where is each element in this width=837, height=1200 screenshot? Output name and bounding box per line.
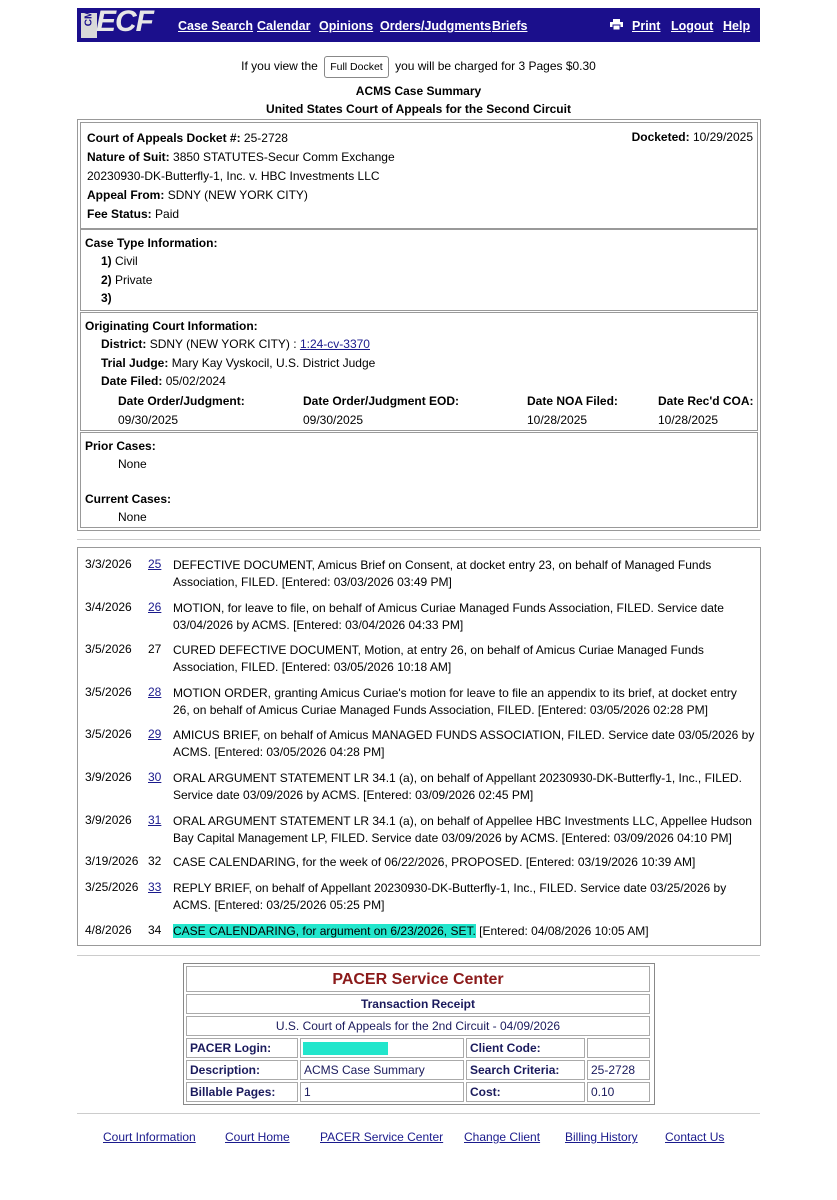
current-cases-heading-text: Current Cases: bbox=[85, 492, 172, 506]
district-value: SDNY (NEW YORK CITY) : bbox=[149, 337, 297, 351]
redaction-block bbox=[303, 1042, 388, 1055]
case-caption: 20230930-DK-Butterfly-1, Inc. v. HBC Investments LLC bbox=[87, 169, 380, 183]
nav-opinions[interactable]: Opinions bbox=[319, 19, 374, 33]
client-code-label: Client Code: bbox=[466, 1038, 585, 1058]
entry-date: 3/4/2026 bbox=[85, 600, 132, 614]
entry-date: 3/5/2026 bbox=[85, 727, 132, 741]
district-label: District: bbox=[101, 337, 147, 351]
docket-number-line bbox=[87, 131, 288, 145]
date-col-label: Date Order/Judgment: bbox=[118, 394, 245, 408]
highlighted-entry-text: CASE CALENDARING, for argument on 6/23/2026, SET. bbox=[173, 924, 476, 938]
case-summary-panel bbox=[77, 119, 761, 531]
footer-court-home[interactable]: Court Home bbox=[225, 1130, 290, 1144]
full-docket-button[interactable]: Full Docket bbox=[324, 56, 389, 78]
entry-text: CASE CALENDARING, for the week of 06/22/2026, PROPOSED. [Entered: 03/19/2026 10:39 AM] bbox=[173, 855, 696, 869]
entry-number-link[interactable]: 33 bbox=[148, 880, 162, 894]
nav-print[interactable]: Print bbox=[632, 19, 661, 33]
entry-number-link[interactable]: 26 bbox=[148, 600, 162, 614]
trial-judge-line bbox=[101, 356, 375, 370]
docket-entries-panel bbox=[77, 547, 761, 946]
entry-number-link[interactable]: 31 bbox=[148, 813, 162, 827]
entry-text: AMICUS BRIEF, on behalf of Amicus MANAGED FUNDS ASSOCIATION, FILED. Service date 03/05/2026 by ACMS. [Entered: 03/05/2026 04:28 PM] bbox=[173, 728, 755, 759]
divider bbox=[77, 539, 760, 540]
charge-notice bbox=[0, 56, 837, 78]
nav-orders-judgments[interactable]: Orders/Judgments bbox=[380, 19, 492, 33]
date-order-judgment-label bbox=[118, 394, 245, 408]
entry-date: 3/19/2026 bbox=[85, 854, 139, 868]
entry-number-link[interactable]: 25 bbox=[148, 557, 162, 571]
entry-text: ORAL ARGUMENT STATEMENT LR 34.1 (a), on behalf of Appellee HBC Investments LLC, Appellee Hudson Bay Capital Management LP, FILED. Service date 03/09/2026 by ACMS. [Entered: 03/09/2026 04:10 PM] bbox=[173, 814, 752, 845]
entry-text: REPLY BRIEF, on behalf of Appellant 20230930-DK-Butterfly-1, Inc., FILED. Service date 03/25/2026 by ACMS. [Entered: 03/25/2026 05:25 PM] bbox=[173, 881, 727, 912]
case-type-heading-text: Case Type Information: bbox=[85, 236, 218, 250]
receipt-court-line: U.S. Court of Appeals for the 2nd Circuit - 04/09/2026 bbox=[186, 1016, 650, 1036]
footer-billing-history[interactable]: Billing History bbox=[565, 1130, 638, 1144]
originating-court-heading bbox=[85, 319, 258, 333]
entry-text: ORAL ARGUMENT STATEMENT LR 34.1 (a), on behalf of Appellant 20230930-DK-Butterfly-1, Inc., FILED. Service date 03/09/2026 by ACMS. [Entered: 03/09/2026 02:45 PM] bbox=[173, 771, 742, 802]
nav-case-search[interactable]: Case Search bbox=[178, 19, 254, 33]
prior-cases-heading-text: Prior Cases: bbox=[85, 439, 156, 453]
billable-pages-label: Billable Pages: bbox=[186, 1082, 298, 1102]
date-noa-filed-value: 10/28/2025 bbox=[527, 413, 588, 427]
docket-number-label: Court of Appeals Docket #: bbox=[87, 131, 241, 145]
entry-text bbox=[173, 923, 755, 940]
case-type-value: Private bbox=[115, 273, 153, 287]
fee-status-label: Fee Status: bbox=[87, 207, 152, 221]
current-cases-value: None bbox=[118, 510, 147, 524]
entry-date: 4/8/2026 bbox=[85, 923, 132, 937]
top-nav-bar bbox=[77, 5, 760, 42]
date-filed-label: Date Filed: bbox=[101, 374, 163, 388]
fee-status-line bbox=[87, 207, 179, 221]
cmecf-logo[interactable] bbox=[77, 5, 161, 42]
date-filed-value: 05/02/2024 bbox=[165, 374, 226, 388]
trial-judge-value: Mary Kay Vyskocil, U.S. District Judge bbox=[171, 356, 376, 370]
nav-help[interactable]: Help bbox=[723, 19, 751, 33]
date-col-label: Date Rec'd COA: bbox=[658, 394, 754, 408]
logo-cm-text: CM bbox=[83, 10, 95, 27]
search-criteria-label: Search Criteria: bbox=[466, 1060, 585, 1080]
entry-number: 32 bbox=[148, 854, 162, 868]
entry-text: DEFECTIVE DOCUMENT, Amicus Brief on Consent, at docket entry 23, on behalf of Managed Funds Association, FILED. [Entered: 03/03/2026 03:49 PM] bbox=[173, 558, 712, 589]
date-noa-filed-label bbox=[527, 394, 618, 408]
case-type-item bbox=[101, 291, 112, 305]
date-recd-coa-value: 10/28/2025 bbox=[658, 413, 719, 427]
footer-change-client[interactable]: Change Client bbox=[464, 1130, 541, 1144]
entry-date: 3/9/2026 bbox=[85, 770, 132, 784]
trial-judge-label: Trial Judge: bbox=[101, 356, 169, 370]
prior-cases-box bbox=[80, 432, 758, 528]
nature-of-suit-line bbox=[87, 150, 395, 164]
district-line bbox=[101, 337, 370, 351]
originating-court-heading-text: Originating Court Information: bbox=[85, 319, 258, 333]
entry-text-rest: [Entered: 04/08/2026 10:05 AM] bbox=[475, 924, 649, 938]
description-value: ACMS Case Summary bbox=[300, 1060, 464, 1080]
case-type-item bbox=[101, 273, 152, 287]
entry-number: 34 bbox=[148, 923, 162, 937]
originating-court-box bbox=[80, 312, 758, 431]
billable-pages-value: 1 bbox=[300, 1082, 464, 1102]
entry-number-link[interactable]: 30 bbox=[148, 770, 162, 784]
entry-date: 3/5/2026 bbox=[85, 642, 132, 656]
nav-briefs[interactable]: Briefs bbox=[492, 19, 528, 33]
entry-number: 27 bbox=[148, 642, 162, 656]
logo-ecf-text: ECF bbox=[96, 5, 153, 38]
date-filed-line bbox=[101, 374, 226, 388]
charge-text-after: you will be charged for 3 Pages $0.30 bbox=[395, 59, 596, 73]
appeal-from-line bbox=[87, 188, 308, 202]
case-type-box bbox=[80, 229, 758, 311]
case-info-box bbox=[80, 122, 758, 229]
pacer-receipt bbox=[183, 963, 655, 1105]
pacer-login-value bbox=[300, 1038, 464, 1058]
entry-text: MOTION, for leave to file, on behalf of Amicus Curiae Managed Funds Association, FILED. Service date 03/04/2026 by ACMS. [Entered: 03/04/2026 04:33 PM] bbox=[173, 601, 724, 632]
logo-cm-block bbox=[81, 10, 97, 38]
entry-text: MOTION ORDER, granting Amicus Curiae's motion for leave to file an appendix to its brief, at docket entry 26, on behalf of Amicus Curiae Managed Funds Association, FILED. [Entered: 03/05/2026 02:28 PM] bbox=[173, 686, 737, 717]
date-order-judgment-eod-label bbox=[303, 394, 459, 408]
prior-cases-heading bbox=[85, 439, 156, 453]
receipt-subtitle: Transaction Receipt bbox=[186, 994, 650, 1014]
description-label: Description: bbox=[186, 1060, 298, 1080]
cost-label: Cost: bbox=[466, 1082, 585, 1102]
entry-text: CURED DEFECTIVE DOCUMENT, Motion, at entry 26, on behalf of Amicus Curiae Managed Funds Association, FILED. [Entered: 03/05/2026 10:18 AM] bbox=[173, 643, 704, 674]
receipt-title: PACER Service Center bbox=[186, 966, 650, 992]
case-type-num: 1) bbox=[101, 254, 112, 268]
date-col-label: Date NOA Filed: bbox=[527, 394, 618, 408]
nature-of-suit-label: Nature of Suit: bbox=[87, 150, 170, 164]
date-recd-coa-label bbox=[658, 394, 754, 408]
entry-date: 3/25/2026 bbox=[85, 880, 139, 894]
current-cases-heading bbox=[85, 492, 171, 506]
nav-logout[interactable]: Logout bbox=[671, 19, 714, 33]
appeal-from-value: SDNY (NEW YORK CITY) bbox=[167, 188, 308, 202]
prior-cases-value: None bbox=[118, 457, 147, 471]
docket-number-value: 25-2728 bbox=[243, 131, 288, 145]
footer-pacer-service-center[interactable]: PACER Service Center bbox=[320, 1130, 444, 1144]
footer-court-information[interactable]: Court Information bbox=[103, 1130, 196, 1144]
client-code-value bbox=[587, 1038, 650, 1058]
pacer-login-label: PACER Login: bbox=[186, 1038, 298, 1058]
printer-icon[interactable] bbox=[610, 19, 623, 30]
nav-calendar[interactable]: Calendar bbox=[257, 19, 311, 33]
entry-number-link[interactable]: 29 bbox=[148, 727, 162, 741]
footer-contact-us[interactable]: Contact Us bbox=[665, 1130, 725, 1144]
divider bbox=[77, 955, 760, 956]
entry-date: 3/5/2026 bbox=[85, 685, 132, 699]
date-order-judgment-eod-value: 09/30/2025 bbox=[303, 413, 364, 427]
docketed-label: Docketed: bbox=[631, 130, 690, 144]
charge-text-before: If you view the bbox=[241, 59, 318, 73]
page-title: ACMS Case Summary bbox=[355, 84, 482, 98]
date-order-judgment-value: 09/30/2025 bbox=[118, 413, 179, 427]
date-col-label: Date Order/Judgment EOD: bbox=[303, 394, 460, 408]
divider bbox=[77, 1113, 760, 1114]
case-type-num: 2) bbox=[101, 273, 112, 287]
docketed-value: 10/29/2025 bbox=[692, 130, 753, 144]
fee-status-value: Paid bbox=[155, 207, 180, 221]
case-type-num: 3) bbox=[101, 291, 112, 305]
case-type-value: Civil bbox=[115, 254, 138, 268]
entry-date: 3/9/2026 bbox=[85, 813, 132, 827]
case-type-item bbox=[101, 254, 138, 268]
district-case-link[interactable]: 1:24-cv-3370 bbox=[299, 337, 370, 351]
nature-of-suit-value: 3850 STATUTES-Secur Comm Exchange bbox=[173, 150, 395, 164]
appeal-from-label: Appeal From: bbox=[87, 188, 165, 202]
entry-date: 3/3/2026 bbox=[85, 557, 132, 571]
search-criteria-value: 25-2728 bbox=[587, 1060, 650, 1080]
case-type-heading bbox=[85, 236, 217, 250]
court-title: United States Court of Appeals for the Second Circuit bbox=[266, 102, 571, 116]
entry-number-link[interactable]: 28 bbox=[148, 685, 162, 699]
cost-value: 0.10 bbox=[587, 1082, 650, 1102]
docketed-line bbox=[632, 130, 753, 144]
